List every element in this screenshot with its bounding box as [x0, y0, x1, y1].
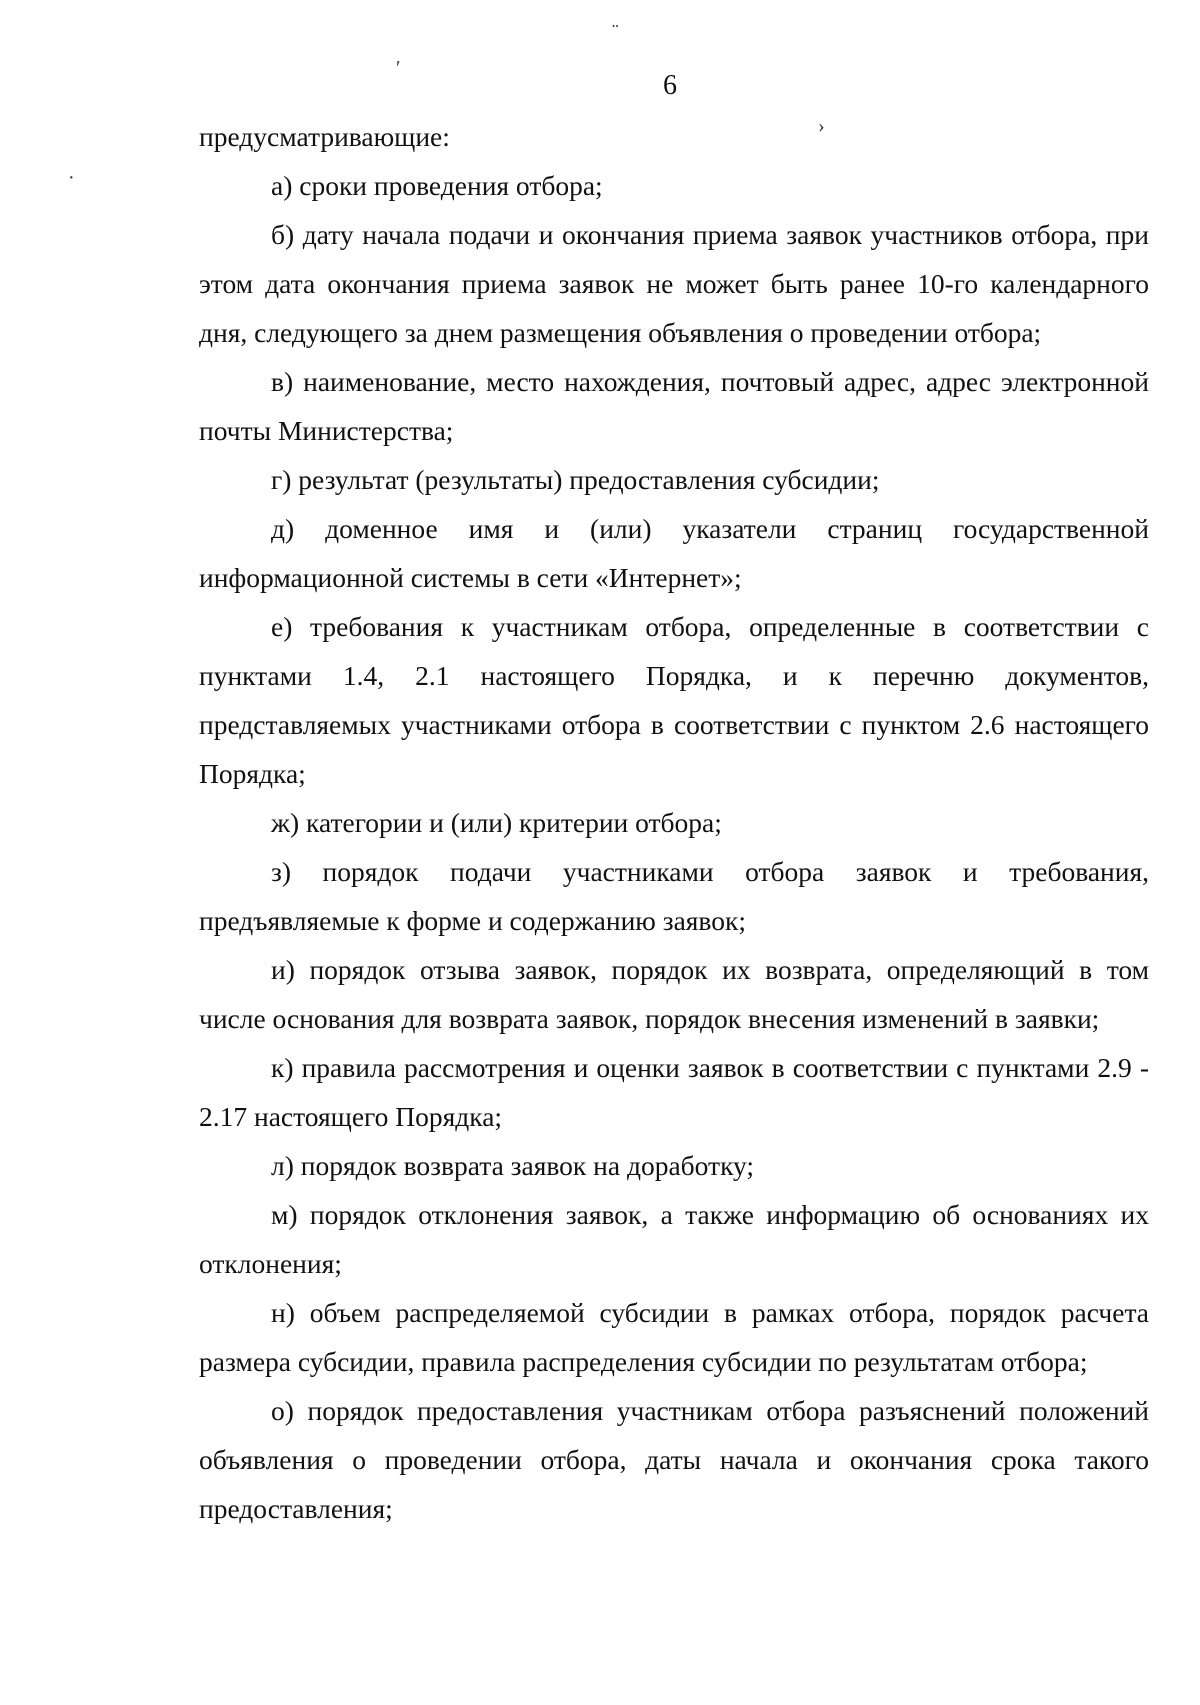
- paragraph-item-b: б) дату начала подачи и окончания приема заявок участников отбора, при этом дата окончания приема заявок не может быть ранее 10-го календарного дня, следующего за днем размещения объявления о проведении отбора;: [199, 219, 1149, 348]
- scan-speck: ¨: [612, 21, 619, 43]
- paragraph-item-m: м) порядок отклонения заявок, а также информацию об основаниях их отклонения;: [199, 1199, 1149, 1279]
- paragraph-item-o: о) порядок предоставления участникам отбора разъяснений положений объявления о проведении отбора, даты начала и окончания срока такого предоставления;: [199, 1395, 1149, 1524]
- paragraph-item-a: а) сроки проведения отбора;: [271, 170, 603, 201]
- scan-speck: ′: [396, 57, 401, 79]
- paragraph-item-e: е) требования к участникам отбора, определенные в соответствии с пунктами 1.4, 2.1 настоящего Порядка, и к перечню документов, представляемых участниками отбора в соответствии с пунктом 2.6 настоящего Порядка;: [199, 611, 1149, 789]
- paragraph-item-l: л) порядок возврата заявок на доработку;: [271, 1150, 755, 1181]
- scan-speck: ›: [818, 115, 825, 137]
- paragraph-item-d: д) доменное имя и (или) указатели страниц государственной информационной системы в сети «Интернет»;: [199, 513, 1149, 593]
- document-body: [199, 112, 1149, 1533]
- paragraph-item-g: г) результат (результаты) предоставления субсидии;: [271, 464, 880, 495]
- paragraph-item-zh: ж) категории и (или) критерии отбора;: [271, 807, 722, 838]
- page-number: 6: [663, 70, 677, 101]
- paragraph-item-k: к) правила рассмотрения и оценки заявок в соответствии с пунктами 2.9 - 2.17 настоящего Порядка;: [199, 1052, 1149, 1132]
- paragraph-item-n: н) объем распределяемой субсидии в рамках отбора, порядок расчета размера субсидии, правила распределения субсидии по результатам отбора;: [199, 1297, 1149, 1377]
- scan-speck: ·: [68, 167, 75, 189]
- paragraph-intro: предусматривающие:: [199, 121, 450, 152]
- paragraph-item-i: и) порядок отзыва заявок, порядок их возврата, определяющий в том числе основания для возврата заявок, порядок внесения изменений в заявки;: [199, 954, 1149, 1034]
- paragraph-item-z: з) порядок подачи участниками отбора заявок и требования, предъявляемые к форме и содержанию заявок;: [199, 856, 1149, 936]
- paragraph-item-v: в) наименование, место нахождения, почтовый адрес, адрес электронной почты Министерства;: [199, 366, 1149, 446]
